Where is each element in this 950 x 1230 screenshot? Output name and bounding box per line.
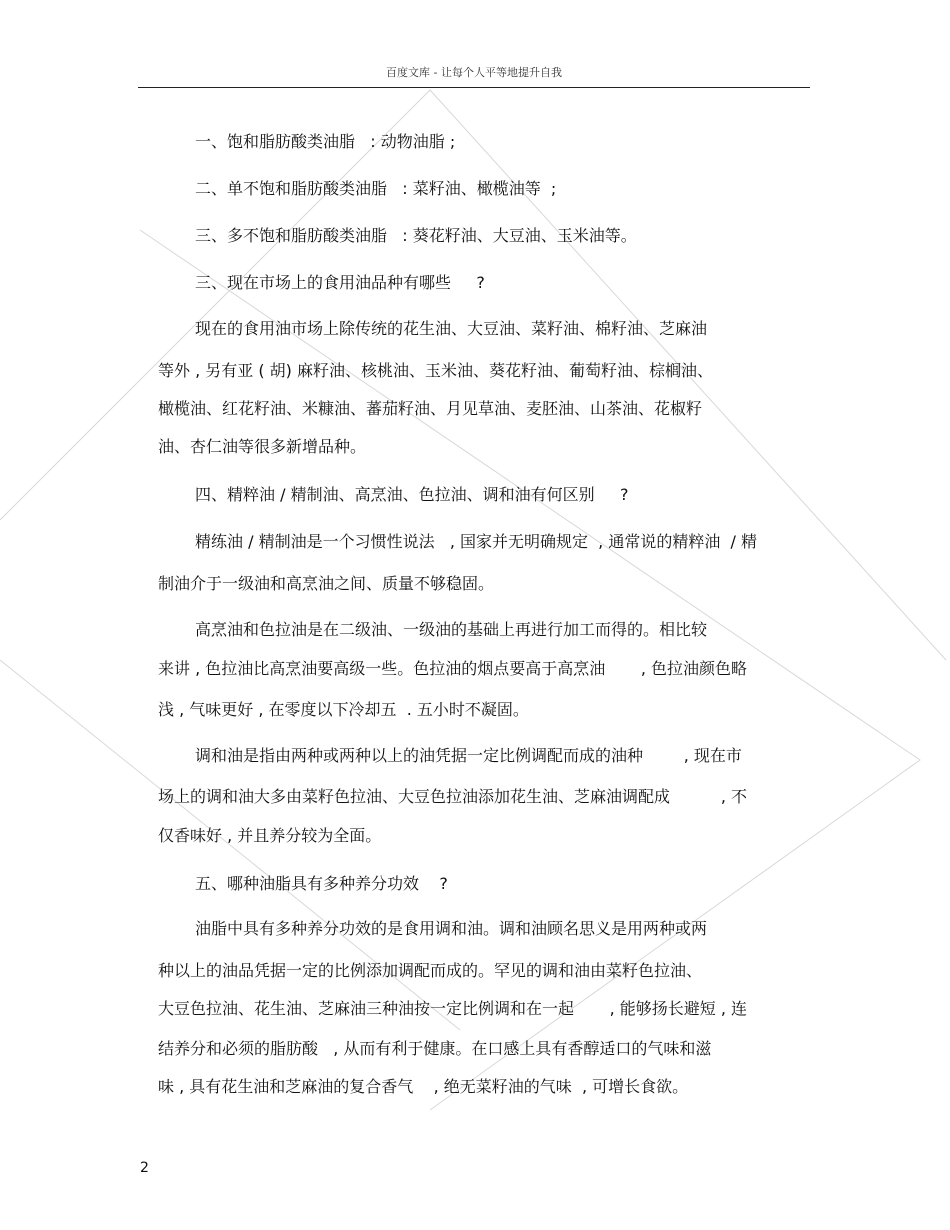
text-line: 一、饱和脂肪酸类油脂 : 动物油脂 ; — [195, 132, 456, 151]
text-line: 橄榄油、红花籽油、米糠油、蕃茄籽油、月见草油、麦胚油、山茶油、花椒籽 — [158, 399, 703, 418]
text-line: 仅香味好 , 并且养分较为全面。 — [158, 826, 382, 845]
text-line: 浅 , 气味更好 , 在零度以下冷却五 . 五小时不凝固。 — [158, 700, 529, 719]
text-line: 场上的调和油大多由菜籽色拉油、大豆色拉油添加花生油、芝麻油调配成 , 不 — [158, 787, 748, 806]
header-divider — [138, 87, 810, 88]
page-header: 百度文库 - 让每个人平等地提升自我 — [386, 66, 562, 79]
text-line: 现在的食用油市场上除传统的花生油、大豆油、菜籽油、棉籽油、芝麻油 — [195, 319, 708, 338]
text-line: 来讲 , 色拉油比高烹油要高级一些。色拉油的烟点要高于高烹油 , 色拉油颜色略 — [158, 659, 748, 678]
text-line: 二、单不饱和脂肪酸类油脂 : 菜籽油、橄榄油等 ; — [195, 179, 557, 198]
text-line: 油脂中具有多种养分功效的是食用调和油。调和油顾名思义是用两种或两 — [195, 919, 708, 938]
text-line: 高烹油和色拉油是在二级油、一级油的基础上再进行加工而得的。相比较 — [195, 620, 708, 639]
page-number: 2 — [140, 1160, 149, 1176]
text-line: 大豆色拉油、花生油、芝麻油三种油按一定比例调和在一起 , 能够扬长避短 , 连 — [158, 999, 748, 1018]
section-heading: 三、现在市场上的食用油品种有哪些 ? — [195, 273, 485, 292]
text-line: 三、多不饱和脂肪酸类油脂 : 葵花籽油、大豆油、玉米油等。 — [195, 226, 637, 245]
text-line: 油、杏仁油等很多新增品种。 — [158, 437, 367, 456]
section-heading: 五、哪种油脂具有多种养分功效 ? — [195, 874, 448, 893]
text-line: 等外 , 另有亚 ( 胡) 麻籽油、核桃油、玉米油、葵花籽油、葡萄籽油、棕榈油、 — [158, 361, 714, 380]
text-line: 调和油是指由两种或两种以上的油凭据一定比例调配而成的油种 , 现在市 — [195, 746, 742, 765]
text-line: 味 , 具有花生油和芝麻油的复合香气 , 绝无菜籽油的气味 , 可增长食欲。 — [158, 1077, 689, 1096]
section-heading: 四、精粹油 / 精制油、高烹油、色拉油、调和油有何区别 ? — [195, 485, 629, 504]
text-line: 制油介于一级油和高烹油之间、质量不够稳固。 — [158, 574, 495, 593]
text-line: 精练油 / 精制油是一个习惯性说法 , 国家并无明确规定 , 通常说的精粹油 / 精 — [195, 532, 757, 551]
text-line: 结养分和必须的脂肪酸 , 从而有利于健康。在口感上具有香醇适口的气味和滋 — [158, 1039, 712, 1058]
text-line: 种以上的油品凭据一定的比例添加调配而成的。罕见的调和油由菜籽色拉油、 — [158, 961, 703, 980]
